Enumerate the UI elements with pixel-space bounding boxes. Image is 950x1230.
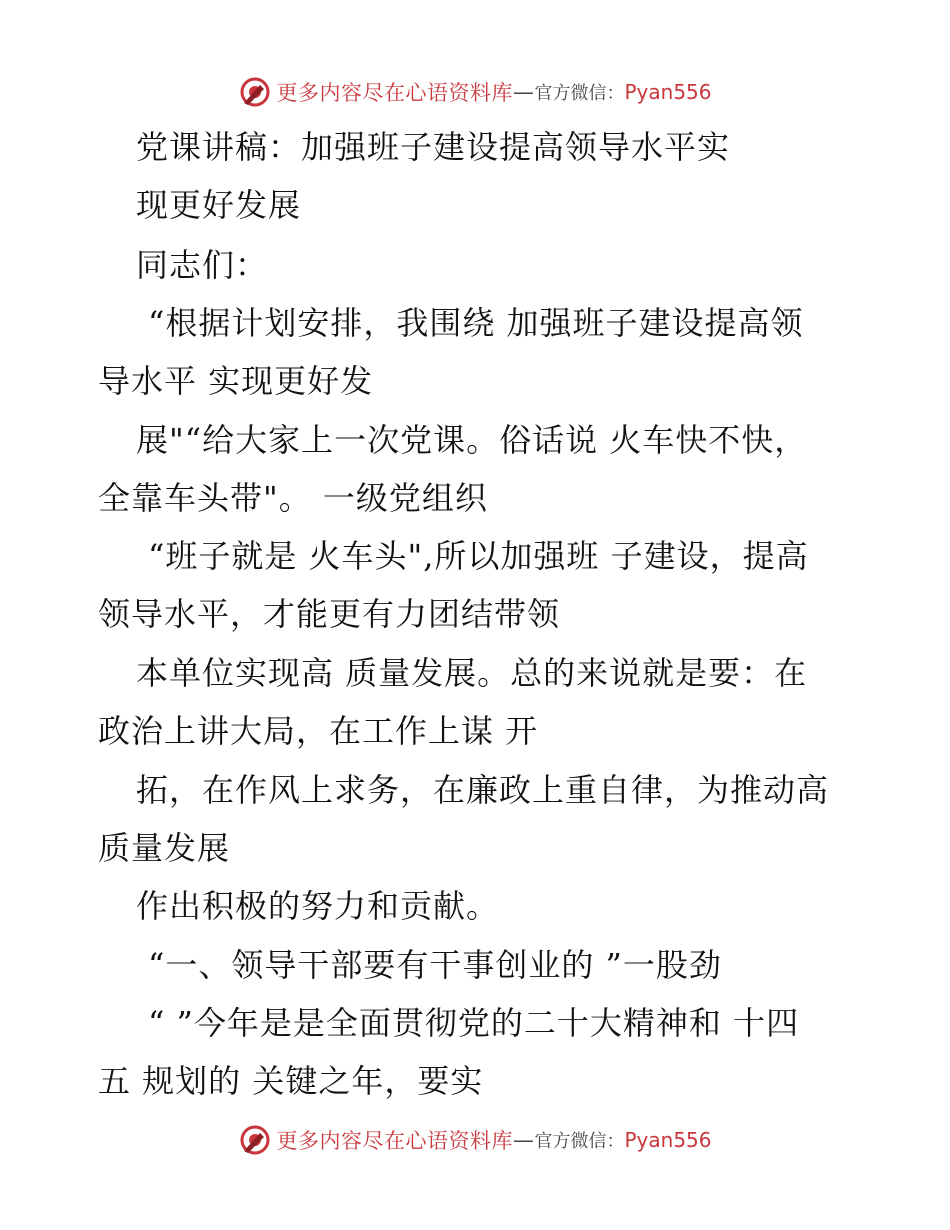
doc-paragraph-line: 导水平 实现更好发 [98, 362, 374, 400]
watermark-separator: — [512, 1128, 535, 1152]
footer-watermark [0, 1120, 950, 1160]
doc-paragraph-line: 全靠车头带"。 一级党组织 [98, 479, 488, 517]
doc-paragraph-line: 五 规划的 关键之年，要实 [98, 1062, 484, 1100]
doc-paragraph-line: 拓，在作风上求务，在廉政上重自律，为推动高 [136, 771, 830, 809]
doc-paragraph-line: “班子就是 火车头",所以加强班 子建设，提高 [148, 537, 809, 575]
doc-paragraph-line: 政治上讲大局，在工作上谋 开 [98, 712, 539, 750]
watermark-text: 更多内容尽在心语资料库 [276, 81, 513, 105]
watermark-separator: — [512, 80, 535, 104]
watermark-label: 官方微信： [534, 83, 625, 104]
doc-paragraph-line: 展"“给大家上一次党课。俗话说 火车快不快， [136, 421, 808, 459]
header-watermark [0, 72, 950, 112]
logo-icon [238, 1123, 272, 1157]
doc-salutation: 同志们： [136, 246, 269, 284]
doc-paragraph-line: 本单位实现高 质量发展。总的来说就是要：在 [136, 654, 808, 692]
doc-paragraph-line: 作出积极的努力和贡献。 [136, 887, 500, 925]
doc-paragraph-line: “ ”今年是是全面贯彻党的二十大精神和 十四 [148, 1004, 800, 1042]
watermark-label: 官方微信： [534, 1131, 625, 1152]
doc-title-line-1: 党课讲稿：加强班子建设提高领导水平实 [136, 128, 731, 166]
doc-paragraph-line: 质量发展 [98, 829, 231, 867]
watermark-id: Pyan556 [624, 1128, 712, 1152]
watermark-id: Pyan556 [624, 80, 712, 104]
doc-section-heading: “一、领导干部要有干事创业的 ”一股劲 [148, 946, 722, 984]
doc-title-line-2: 现更好发展 [136, 186, 302, 224]
watermark-text: 更多内容尽在心语资料库 [276, 1129, 513, 1153]
logo-icon [238, 75, 272, 109]
doc-paragraph-line: “根据计划安排，我围绕 加强班子建设提高领 [148, 304, 804, 342]
doc-paragraph-line: 领导水平，才能更有力团结带领 [98, 595, 561, 633]
